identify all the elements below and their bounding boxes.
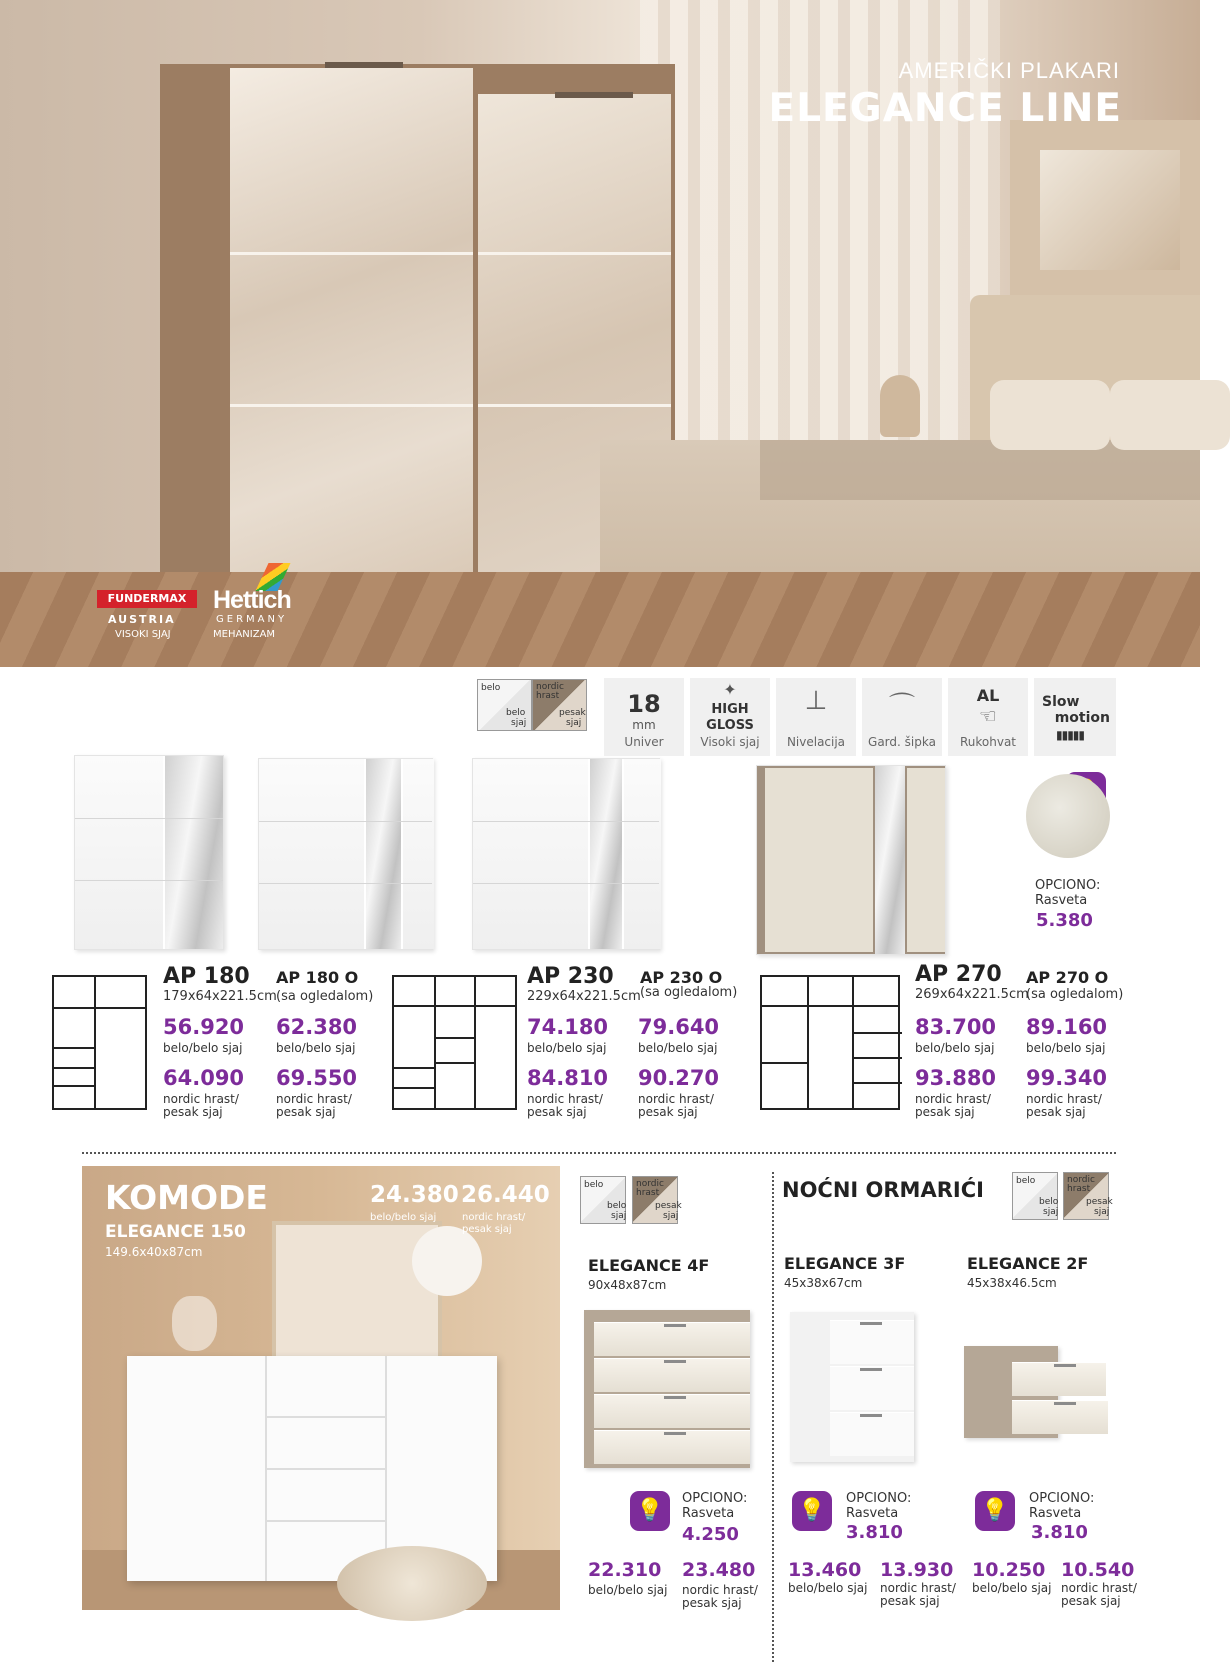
feature-hanger-rod: ⌒ Gard. šipka <box>862 678 942 756</box>
swatch-white-3: belo belo sjaj <box>1012 1172 1058 1220</box>
hand-icon: ☜ <box>979 704 997 728</box>
price-ap180o-nordic: 69.550 <box>276 1066 358 1090</box>
sparkle-icon: ✦ <box>723 680 737 699</box>
elegance-4f-image <box>584 1310 750 1468</box>
model-ap270: AP 270 <box>915 962 1002 987</box>
price-komode-nordic: 26.440 <box>461 1182 550 1208</box>
lightbulb-icon-2f: 💡 <box>975 1491 1015 1531</box>
feature-univer: 18 mm Univer <box>604 678 684 756</box>
lighting-detail-image <box>1026 774 1110 858</box>
column-divider <box>772 1172 774 1662</box>
section-divider <box>82 1152 1116 1154</box>
price-ap230-belo: 74.180 <box>527 1015 609 1039</box>
price-ap230-nordic: 84.810 <box>527 1066 609 1090</box>
price-3f-nordic: 13.930 <box>880 1559 954 1581</box>
price-ap270o-belo: 89.160 <box>1026 1015 1108 1039</box>
model-ap180: AP 180 <box>163 964 250 989</box>
feature-high-gloss: ✦ HIGH GLOSS Visoki sjaj <box>690 678 770 756</box>
catalog-page: AMERIČKI PLAKARI ELEGANCE LINE FUNDERMAX AUSTRIA VISOKI SJAJ Hettich GERMANY MEHANIZAM belo belo sjaj nordic hrast pesak sjaj 18 mm Univer ✦ HIGH GLOSS Visoki sjaj ⊥ Nivelacija ⌒ Gard. šipka AL ☜ Rukohvat Slow motion ▮▮▮▮▮ OPCIONO: Rasveta 5.380 AP 180 AP 180 O 179x64x221.5cm (sa ogledalom) 56.920 62.380 belo/belo sjaj belo/belo sjaj 64.090 69.550 nordic hrast/ pesak sjaj nordic hrast/ pesak sjaj AP 230 AP 230 O 229x64x221.5cm (sa ogledalom) 74.180 79.640 belo/belo sjaj belo/belo sjaj 84.810 90.270 nordic hrast/ pesak sjaj nordic hrast/ pesak sjaj AP 270 AP 270 O 269x64x221.5cm (sa ogledalom) 83.700 89.160 belo/belo sjaj belo/belo sjaj 93.880 99.340 nordic hrast/ pesak sjaj nordic hrast/ pesak sjaj KOMODE ELEGANCE 150 149.6x40x87cm 24.380 26.440 belo/belo sjaj nordic hrast/ pesak sjaj belo belo sjaj nordic hrast pesak sjaj belo belo sjaj nordic hrast pesak sjaj ELEGANCE 4F 90x48x87cm 💡 OPCIONO: Rasveta 4.250 22.310 23.480 belo/belo sjaj nordic hrast/ pesak sjaj NOĆNI ORMARIĆI ELEGANCE 3F 45x38x67cm 💡 OPCIONO: Rasveta 3.810 13.460 13.930 belo/belo sjaj nordic hrast/ pesak sjaj ELEGANCE 2F 45x38x46.5cm 💡 OPCIONO: Rasveta 3.810 10.250 10.540 belo/belo sjaj nordic hrast/ pesak sjaj <box>0 0 1200 1674</box>
price-4f-belo: 22.310 <box>588 1559 662 1581</box>
leveling-foot-icon: ⊥ <box>804 686 828 716</box>
statue <box>880 375 920 437</box>
elegance-3f-image <box>790 1312 914 1462</box>
price-2f-belo: 10.250 <box>972 1559 1046 1581</box>
price-2f-nordic: 10.540 <box>1061 1559 1135 1581</box>
feature-slow-motion: Slow motion ▮▮▮▮▮ <box>1034 678 1116 756</box>
hettich-logo: Hettich <box>213 586 291 614</box>
option-price-2f: 3.810 <box>1031 1522 1088 1543</box>
elegance-2f-image <box>964 1346 1058 1438</box>
swatch-nordic-3: nordic hrast pesak sjaj <box>1063 1172 1109 1220</box>
swatch-white: belo belo sjaj <box>477 679 532 731</box>
diagram-ap230 <box>392 975 517 1110</box>
lightbulb-icon-3f: 💡 <box>792 1491 832 1531</box>
swatch-white-2: belo belo sjaj <box>580 1176 626 1224</box>
model-ap230: AP 230 <box>527 964 614 989</box>
feature-aluminium-handle: AL ☜ Rukohvat <box>948 678 1028 756</box>
nocni-title: NOĆNI ORMARIĆI <box>782 1178 984 1202</box>
option-price-3f: 3.810 <box>846 1522 903 1543</box>
wardrobe-image-ap230 <box>472 758 660 950</box>
price-ap180o-belo: 62.380 <box>276 1015 358 1039</box>
slow-motion-bars-icon: ▮▮▮▮▮ <box>1056 728 1085 742</box>
lightbulb-icon-4f: 💡 <box>630 1491 670 1531</box>
hero-wardrobe <box>160 64 675 624</box>
price-ap230o-nordic: 90.270 <box>638 1066 720 1090</box>
price-ap270-belo: 83.700 <box>915 1015 997 1039</box>
hanger-icon: ⌒ <box>888 692 916 722</box>
swatch-nordic-2: nordic hrast pesak sjaj <box>632 1176 678 1224</box>
price-ap180-belo: 56.920 <box>163 1015 245 1039</box>
fundermax-logo: FUNDERMAX <box>97 590 197 608</box>
elegance-4f-title: ELEGANCE 4F <box>588 1256 710 1275</box>
price-4f-nordic: 23.480 <box>682 1559 756 1581</box>
price-komode-belo: 24.380 <box>370 1182 459 1208</box>
diagram-ap270 <box>760 975 900 1110</box>
elegance-2f-title: ELEGANCE 2F <box>967 1254 1089 1273</box>
wardrobe-image-ap270 <box>756 765 946 955</box>
price-ap230o-belo: 79.640 <box>638 1015 720 1039</box>
price-ap270o-nordic: 99.340 <box>1026 1066 1108 1090</box>
option-price-4f: 4.250 <box>682 1524 739 1545</box>
diagram-ap180 <box>52 975 147 1110</box>
hero-image: AMERIČKI PLAKARI ELEGANCE LINE FUNDERMAX AUSTRIA VISOKI SJAJ Hettich GERMANY MEHANIZAM <box>0 0 1200 667</box>
feature-nivelacija: ⊥ Nivelacija <box>776 678 856 756</box>
swatch-nordic: nordic hrast pesak sjaj <box>532 679 587 731</box>
wardrobe-image-ap180o <box>258 758 433 950</box>
komode-title: KOMODE <box>105 1178 268 1217</box>
price-ap270-nordic: 93.880 <box>915 1066 997 1090</box>
hero-subtitle: AMERIČKI PLAKARI <box>898 58 1120 83</box>
price-3f-belo: 13.460 <box>788 1559 862 1581</box>
option-price: 5.380 <box>1036 910 1093 931</box>
price-ap180-nordic: 64.090 <box>163 1066 245 1090</box>
wall-art <box>1040 150 1180 270</box>
hero-title: ELEGANCE LINE <box>768 86 1122 131</box>
wardrobe-image-ap180 <box>74 755 224 950</box>
elegance-3f-title: ELEGANCE 3F <box>784 1254 906 1273</box>
